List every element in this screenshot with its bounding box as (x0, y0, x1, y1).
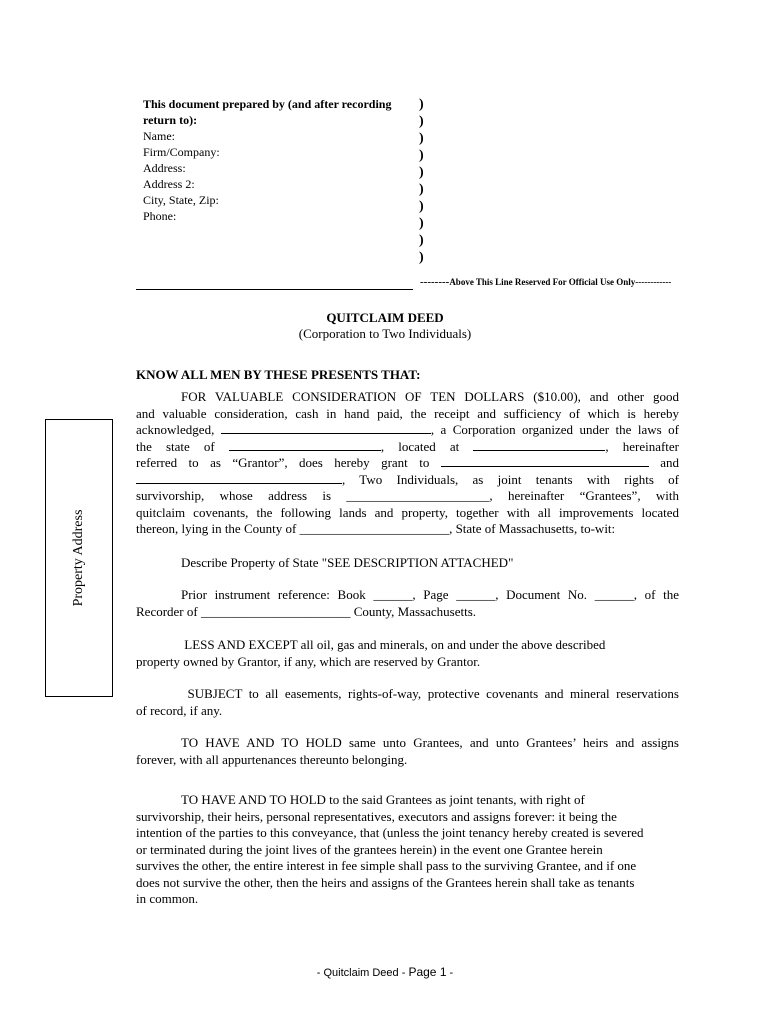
paragraph-line (136, 389, 679, 406)
paragraph-line (136, 439, 679, 456)
footer-label: - Quitclaim Deed - (316, 967, 409, 979)
text-run: , Two Individuals, as joint tenants with rights of (342, 471, 679, 487)
address-field: Address: (143, 161, 186, 175)
text-run: the state of (136, 438, 215, 454)
paragraph-line (136, 406, 679, 423)
deed-title: QUITCLAIM DEED (326, 310, 444, 325)
joint-tenancy-paragraph (136, 792, 679, 908)
paragraph-line: intention of the parties to this conveyance, that (unless the joint tenancy hereby created is severed (136, 825, 644, 840)
paren: ) (419, 216, 424, 231)
paren: ) (419, 250, 424, 265)
paren: ) (419, 165, 424, 180)
footer-tail: - (446, 967, 454, 979)
paragraph-line (136, 455, 679, 472)
text-run: and (660, 455, 680, 470)
text-run: , a Corporation organized under the laws of (430, 422, 680, 437)
paren: ) (419, 148, 424, 163)
paragraph-line (136, 505, 679, 522)
paren: ) (419, 131, 424, 146)
prepared-by-heading: This document prepared by (and after recording return to): (143, 97, 392, 127)
property-address-label: Property Address (71, 509, 86, 607)
paren: ) (419, 233, 424, 248)
paragraph-line: forever, with all appurtenances thereunto belonging. (136, 751, 408, 767)
phone-field: Phone: (143, 209, 177, 223)
paragraph-line: survives the other, the entire interest in fee simple shall pass to the surviving Grantee, and if one (136, 858, 637, 873)
text-run: and valuable consideration, cash in hand paid, the receipt and sufficiency of which is hereby (136, 405, 679, 421)
text-run: , hereinafter “Grantees”, with (489, 488, 679, 503)
paragraph-line: Recorder of _______________________ County, Massachusetts. (136, 603, 477, 619)
know-all-heading: KNOW ALL MEN BY THESE PRESENTS THAT: (136, 367, 421, 382)
paragraph-line: Prior instrument reference: Book ______, Page ______, Document No. ______, of the (181, 587, 679, 602)
grantee-address-blank[interactable]: ______________________ (346, 488, 490, 503)
reserved-tail: ------------ (635, 277, 672, 287)
paragraph-line: SUBJECT to all easements, rights-of-way, protective covenants and mineral reservations (181, 686, 679, 701)
location-blank[interactable] (473, 439, 605, 451)
paragraph-line (136, 488, 679, 505)
text-run: quitclaim covenants, the following lands and property, together with all improvements located (136, 504, 679, 520)
paragraph-line: in common. (136, 891, 199, 906)
text-run: , hereinafter (605, 438, 680, 454)
city-state-zip-field: City, State, Zip: (143, 193, 219, 207)
consideration-paragraph (136, 389, 679, 538)
paragraph-line (136, 422, 679, 439)
prior-instrument-paragraph (136, 587, 679, 620)
subject-paragraph (136, 686, 679, 719)
preparer-block (143, 96, 413, 224)
paragraph-line (136, 472, 679, 489)
property-address-box (45, 419, 113, 697)
county-blank[interactable]: _______________________ (299, 521, 450, 536)
text-run: thereon, lying in the County of (136, 521, 297, 536)
recording-divider (136, 289, 413, 290)
paren: ) (419, 182, 424, 197)
text-run: referred to as “Grantor”, does hereby grant to (136, 455, 430, 470)
paragraph-line: survivorship, their heirs, personal representatives, executors and assigns forever: it being the (136, 808, 617, 824)
text-run: survivorship, whose address is (136, 488, 332, 503)
paren: ) (419, 114, 424, 129)
paragraph-line: LESS AND EXCEPT all oil, gas and minerals, on and under the above described (181, 637, 606, 652)
describe-property-line (136, 555, 679, 572)
text-run: , located at (380, 438, 460, 454)
paragraph-line: does not survive the other, then the heirs and assigns of the Grantees herein shall take as tenants (136, 874, 635, 890)
reserved-text: Above This Line Reserved For Official Use Only (449, 277, 636, 287)
paragraph-line: property owned by Grantor, if any, which are reserved by Grantor. (136, 653, 481, 669)
page-footer (0, 965, 770, 979)
paren: ) (419, 97, 424, 112)
text-run: , State of Massachusetts, to-wit: (449, 521, 616, 536)
describe-text: Describe Property of State "SEE DESCRIPTION ATTACHED" (181, 555, 514, 570)
deed-subtitle: (Corporation to Two Individuals) (298, 326, 472, 341)
grantee-2-blank[interactable] (136, 472, 342, 484)
grantor-name-blank[interactable] (221, 422, 431, 434)
paragraph-line (136, 521, 679, 538)
paragraph-line: of record, if any. (136, 702, 223, 718)
firm-field: Firm/Company: (143, 145, 220, 159)
paragraph-line: or terminated during the joint lives of the grantees herein) in the event one Grantee herein (136, 841, 603, 857)
text-run: FOR VALUABLE CONSIDERATION OF TEN DOLLARS ($10.00), and other good (181, 389, 679, 404)
reserved-line-note (420, 276, 671, 288)
page-number: Page 1 (408, 965, 447, 979)
reserved-dashes: -------- (420, 276, 450, 288)
text-run: acknowledged, (136, 422, 215, 437)
less-except-paragraph (136, 637, 679, 670)
state-blank[interactable] (229, 439, 381, 451)
address2-field: Address 2: (143, 177, 195, 191)
grantee-1-blank[interactable] (441, 455, 649, 467)
bracket-column (419, 96, 424, 266)
paren: ) (419, 199, 424, 214)
habendum-paragraph (136, 735, 679, 768)
name-field: Name: (143, 129, 175, 143)
paragraph-line: TO HAVE AND TO HOLD to the said Grantees as joint tenants, with right of (181, 792, 585, 807)
paragraph-line: TO HAVE AND TO HOLD same unto Grantees, and unto Grantees’ heirs and assigns (181, 735, 679, 750)
